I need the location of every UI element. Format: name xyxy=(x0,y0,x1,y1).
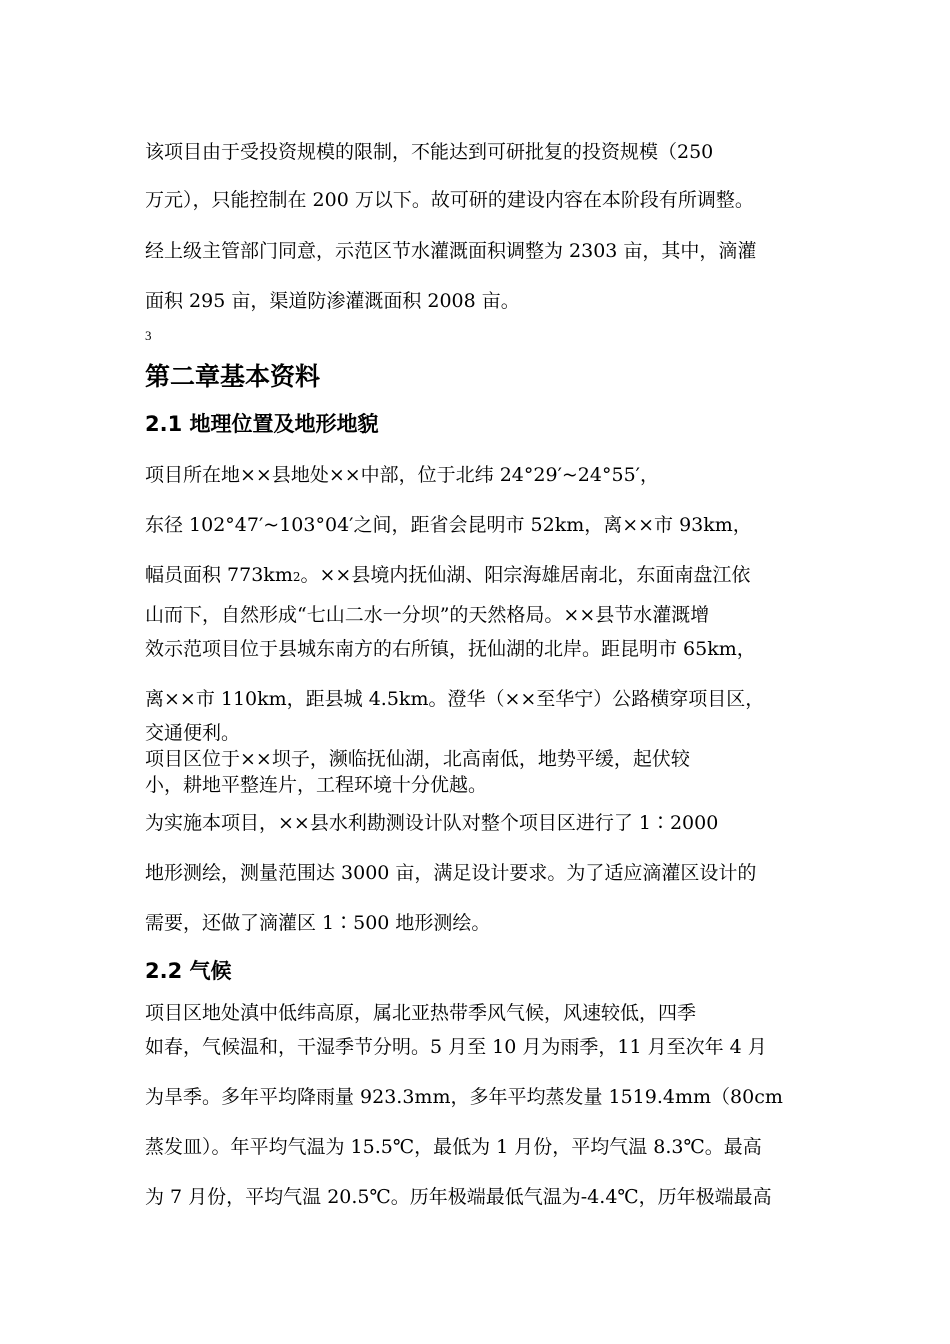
section-2-1-line-7: 交通便利。 xyxy=(145,722,241,744)
section-2-1-line-5: 效示范项目位于县城东南方的右所镇，抚仙湖的北岸。距昆明市 65km， xyxy=(145,638,756,660)
section-2-1-line-6: 离××市 110km，距县城 4.5km。澄华（××至华宁）公路横穿项目区， xyxy=(145,688,765,710)
intro-line-4: 面积 295 亩，渠道防渗灌溉面积 2008 亩。 xyxy=(145,290,520,312)
area-unit-exponent: 2 xyxy=(292,570,301,584)
section-2-1-line-2: 东径 102°47′~103°04′之间，距省会昆明市 52km，离××市 93km， xyxy=(145,514,752,536)
section-2-2-heading: 2.2 气候 xyxy=(145,959,232,983)
section-2-1-line-12: 需要，还做了滴灌区 1∶500 地形测绘。 xyxy=(145,912,491,934)
section-2-2-line-1: 项目区地处滇中低纬高原，属北亚热带季风气候，风速较低，四季 xyxy=(145,1002,697,1024)
chapter-title: 第二章基本资料 xyxy=(145,362,321,391)
section-2-1-line-8: 项目区位于××坝子，濒临抚仙湖，北高南低，地势平缓，起伏较 xyxy=(145,748,690,770)
area-text: 幅员面积 773km xyxy=(145,564,293,586)
section-2-1-heading: 2.1 地理位置及地形地貌 xyxy=(145,412,379,436)
section-2-2-line-4: 蒸发皿）。年平均气温为 15.5℃，最低为 1 月份，平均气温 8.3℃。最高 xyxy=(145,1136,762,1158)
section-2-1-line-9: 小，耕地平整连片，工程环境十分优越。 xyxy=(145,774,488,796)
intro-line-3: 经上级主管部门同意，示范区节水灌溉面积调整为 2303 亩，其中，滴灌 xyxy=(145,240,757,262)
section-2-2-line-3: 为旱季。多年平均降雨量 923.3mm，多年平均蒸发量 1519.4mm（80cm xyxy=(145,1086,783,1108)
section-2-1-line-10: 为实施本项目，××县水利勘测设计队对整个项目区进行了 1∶2000 xyxy=(145,812,719,834)
section-2-1-line-3 xyxy=(145,562,750,590)
intro-line-2: 万元），只能控制在 200 万以下。故可研的建设内容在本阶段有所调整。 xyxy=(145,189,754,211)
intro-line-1: 该项目由于受投资规模的限制，不能达到可研批复的投资规模（250 xyxy=(145,141,714,163)
page-number: 3 xyxy=(145,328,152,343)
section-2-1-line-11: 地形测绘，测量范围达 3000 亩，满足设计要求。为了适应滴灌区设计的 xyxy=(145,862,757,884)
section-2-1-line-4: 山而下，自然形成“七山二水一分坝”的天然格局。××县节水灌溉增 xyxy=(145,604,710,626)
section-2-2-line-2: 如春，气候温和，干湿季节分明。5 月至 10 月为雨季，11 月至次年 4 月 xyxy=(145,1036,767,1058)
section-2-2-line-5: 为 7 月份，平均气温 20.5℃。历年极端最低气温为-4.4℃，历年极端最高 xyxy=(145,1186,772,1208)
area-text-rest: 。××县境内抚仙湖、阳宗海雄居南北，东面南盘江依 xyxy=(300,564,751,586)
section-2-1-line-1: 项目所在地××县地处××中部，位于北纬 24°29′~24°55′， xyxy=(145,464,659,486)
